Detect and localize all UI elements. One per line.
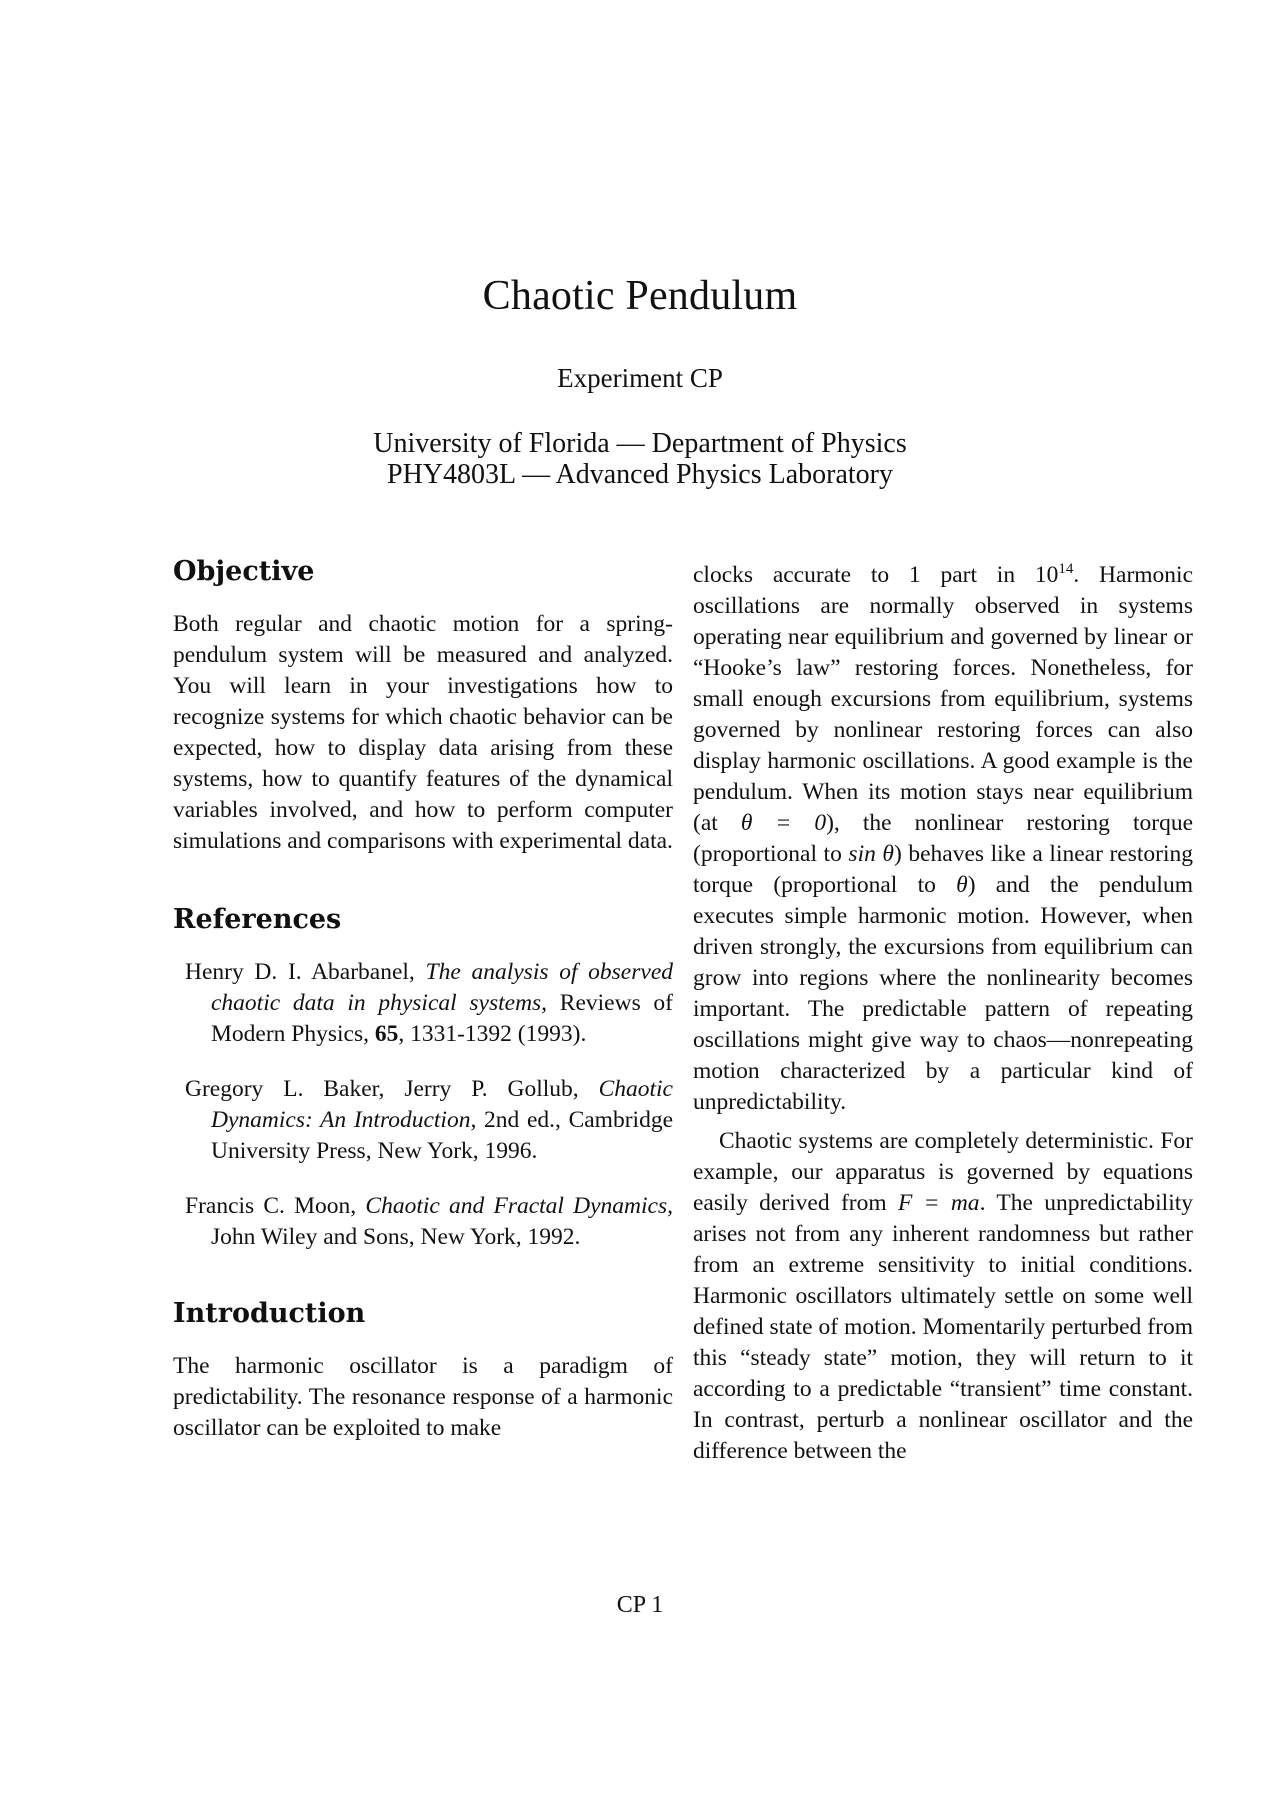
reference-title: The analysis of observed chaotic data in physical systems, xyxy=(211,959,673,1016)
experiment-subtitle: Experiment CP xyxy=(557,363,723,393)
reference-item xyxy=(173,1191,673,1253)
reference-authors: Francis C. Moon, xyxy=(185,1193,357,1219)
right-column xyxy=(693,560,1193,1467)
page-number: CP 1 xyxy=(616,1592,664,1618)
reference-title: Chaotic Dynamics: An Introduction, xyxy=(211,1076,673,1133)
reference-item xyxy=(173,1074,673,1167)
affiliation-course: PHY4803L — Advanced Physics Laboratory xyxy=(387,459,893,490)
introduction-paragraph-continued: clocks accurate to 1 part in $10^{14}$. Harmonic oscillations are normally observed in systems operating near equilibrium and governed by linear or “Hooke’s law” restoring forces. Nonetheless, for small enough excursions from equilibrium, systems governed by nonlinear restoring forces can also display harmonic oscillations. A good example is the pendulum. When its motion stays near equilibrium (at θ = 0), the nonlinear restoring torque (proportional to sin θ) behaves like a linear restoring torque (proportional to θ) and the pendulum executes simple harmonic motion. However, when driven strongly, the excursions from equilibrium can grow into regions where the nonlinearity becomes important. The predictable pattern of repeating oscillations might give way to chaos—nonrepeating motion characterized by a particular kind of unpredictability. xyxy=(693,561,1194,1115)
reference-volume: 65 xyxy=(374,1021,399,1047)
introduction-heading: Introduction xyxy=(173,1298,366,1329)
reference-item xyxy=(173,957,673,1050)
reference-pages: , 1331-1392 (1993). xyxy=(398,1021,587,1047)
reference-journal: Reviews of Modern Physics, xyxy=(211,990,673,1047)
reference-authors: Gregory L. Baker, Jerry P. Gollub, xyxy=(185,1076,579,1102)
introduction-paragraph-2: Chaotic systems are completely deterministic. For example, our apparatus is governed by equations easily derived from F = ma. The unpredictability arises not from any inherent randomness but rather from an extreme sensitivity to initial conditions. Harmonic oscillators ultimately settle on some well defined state of motion. Momentarily perturbed from this “steady state” motion, they will return to it according to a predictable “transient” time constant. In contrast, perturb a nonlinear oscillator and the difference between the xyxy=(693,1128,1194,1464)
reference-authors: Henry D. I. Abarbanel, xyxy=(185,959,415,985)
references-heading: References xyxy=(173,904,342,935)
left-column xyxy=(173,555,673,1444)
reference-title: Chaotic and Fractal Dynamics, xyxy=(365,1193,674,1219)
objective-text: Both regular and chaotic motion for a spring-pendulum system will be measured and analyzed. You will learn in your investigations how to recognize systems for which chaotic behavior can be expected, how to display data arising from these systems, how to quantify features of the dynamical variables involved, and how to perform computer simulations and comparisons with experimental data. xyxy=(173,611,673,854)
reference-publisher: 2nd ed., Cambridge University Press, New York, 1996. xyxy=(211,1107,673,1164)
affiliation xyxy=(0,428,1280,490)
math-expression: θ = 0 xyxy=(740,810,827,836)
objective-heading: Objective xyxy=(173,556,315,587)
math-expression: F = ma xyxy=(897,1190,980,1216)
math-expression: θ xyxy=(956,872,968,898)
introduction-paragraph-start: The harmonic oscillator is a paradigm of predictability. The resonance response of a harmonic oscillator can be exploited to make xyxy=(173,1353,673,1441)
exponent: 14 xyxy=(1058,561,1074,578)
affiliation-department: University of Florida — Department of Physics xyxy=(373,428,907,459)
reference-publisher: John Wiley and Sons, New York, 1992. xyxy=(211,1224,581,1250)
math-expression: sin θ xyxy=(848,841,894,867)
reference-list xyxy=(173,957,673,1253)
page-title: Chaotic Pendulum xyxy=(482,273,798,319)
